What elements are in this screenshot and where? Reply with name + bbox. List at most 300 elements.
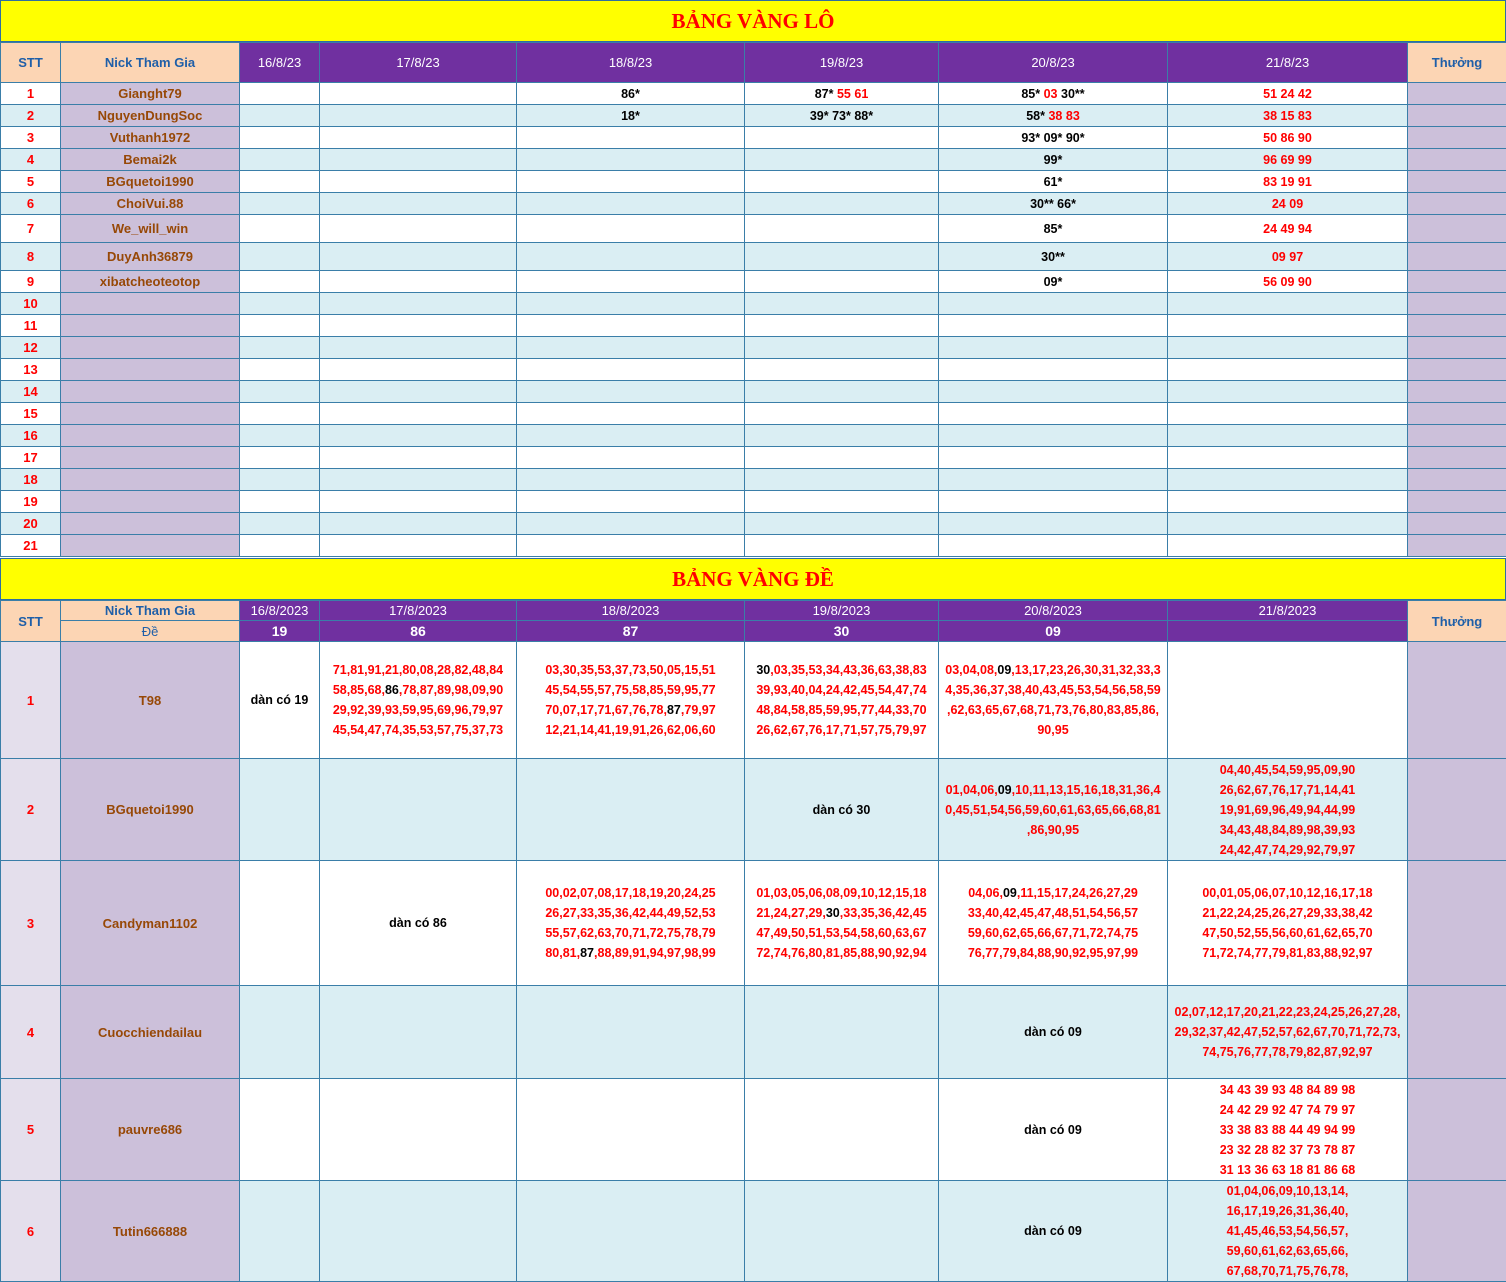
lo-pick-cell[interactable] <box>517 447 745 469</box>
de-pick-cell[interactable] <box>1168 861 1408 986</box>
lo-stt-cell[interactable]: 1 <box>1 83 61 105</box>
lo-nick-cell[interactable] <box>61 381 240 403</box>
lo-thuong-cell[interactable] <box>1408 149 1506 171</box>
lo-stt-cell[interactable]: 8 <box>1 243 61 271</box>
lo-pick-cell[interactable] <box>745 447 939 469</box>
de-thuong-cell[interactable] <box>1408 986 1506 1079</box>
lo-nick-cell[interactable] <box>61 293 240 315</box>
lo-stt-cell[interactable]: 7 <box>1 215 61 243</box>
de-pick-cell[interactable] <box>240 861 320 986</box>
lo-pick-cell[interactable] <box>320 469 517 491</box>
lo-pick-cell[interactable] <box>517 425 745 447</box>
de-nick-cell[interactable]: BGquetoi1990 <box>61 759 240 861</box>
de-stt-cell[interactable]: 4 <box>1 986 61 1079</box>
de-stt-cell[interactable]: 5 <box>1 1079 61 1181</box>
de-nick-cell[interactable]: Cuocchiendailau <box>61 986 240 1079</box>
lo-pick-cell[interactable] <box>320 83 517 105</box>
lo-pick-cell[interactable] <box>1168 381 1408 403</box>
lo-stt-cell[interactable]: 21 <box>1 535 61 557</box>
de-pick-cell[interactable] <box>517 986 745 1079</box>
lo-pick-cell[interactable] <box>517 271 745 293</box>
lo-pick-cell[interactable] <box>240 381 320 403</box>
lo-pick-cell[interactable] <box>1168 359 1408 381</box>
lo-stt-cell[interactable]: 4 <box>1 149 61 171</box>
lo-pick-cell[interactable] <box>745 403 939 425</box>
de-row <box>1 1079 1506 1181</box>
lo-stt-cell[interactable]: 18 <box>1 469 61 491</box>
lo-row <box>1 149 1506 171</box>
lo-thuong-cell[interactable] <box>1408 105 1506 127</box>
lo-nick-cell[interactable] <box>61 359 240 381</box>
lo-pick-cell[interactable] <box>517 243 745 271</box>
lo-pick-cell[interactable] <box>1168 149 1408 171</box>
lo-thuong-cell[interactable] <box>1408 271 1506 293</box>
lo-pick-cell[interactable] <box>1168 447 1408 469</box>
de-pick-line <box>745 943 938 963</box>
lo-pick-cell[interactable] <box>745 243 939 271</box>
lo-pick-text: 87* <box>815 87 837 101</box>
lo-pick-cell[interactable] <box>1168 271 1408 293</box>
lo-pick-cell[interactable] <box>745 513 939 535</box>
de-pick-text: ,78,87,89,98,09,90 <box>399 683 503 697</box>
lo-pick-cell[interactable] <box>517 315 745 337</box>
de-pick-line <box>1168 1140 1407 1160</box>
lo-pick-cell[interactable] <box>320 215 517 243</box>
de-pick-line <box>1168 840 1407 860</box>
lo-pick-cell[interactable] <box>320 193 517 215</box>
de-pick-line <box>320 913 516 933</box>
lo-pick-cell[interactable] <box>1168 215 1408 243</box>
lo-pick-cell[interactable] <box>1168 293 1408 315</box>
de-header-date: 21/8/2023 <box>1168 601 1408 621</box>
lo-pick-cell[interactable] <box>939 105 1168 127</box>
lo-pick-cell[interactable] <box>1168 243 1408 271</box>
de-pick-cell[interactable] <box>745 1181 939 1282</box>
lo-pick-cell[interactable] <box>240 271 320 293</box>
lo-thuong-cell[interactable] <box>1408 315 1506 337</box>
lo-nick-cell[interactable] <box>61 535 240 557</box>
de-pick-cell[interactable] <box>1168 642 1408 759</box>
lo-pick-cell[interactable] <box>320 271 517 293</box>
lo-pick-cell[interactable] <box>1168 535 1408 557</box>
lo-pick-cell[interactable] <box>320 491 517 513</box>
lo-stt-cell[interactable]: 5 <box>1 171 61 193</box>
de-pick-cell[interactable] <box>517 861 745 986</box>
lo-pick-cell[interactable] <box>320 513 517 535</box>
lo-pick-cell[interactable] <box>1168 315 1408 337</box>
de-pick-line <box>517 883 744 903</box>
lo-thuong-cell[interactable] <box>1408 513 1506 535</box>
lo-pick-cell[interactable] <box>517 359 745 381</box>
lo-pick-cell[interactable] <box>745 469 939 491</box>
lo-pick-cell[interactable] <box>939 243 1168 271</box>
lo-nick-cell[interactable]: Vuthanh1972 <box>61 127 240 149</box>
de-pick-cell[interactable] <box>320 642 517 759</box>
lo-pick-cell[interactable] <box>939 83 1168 105</box>
lo-nick-cell[interactable]: xibatcheoteotop <box>61 271 240 293</box>
de-pick-line <box>745 903 938 923</box>
lo-pick-cell[interactable] <box>745 271 939 293</box>
lo-pick-cell[interactable] <box>240 215 320 243</box>
lo-pick-cell[interactable] <box>939 271 1168 293</box>
de-thuong-cell[interactable] <box>1408 1079 1506 1181</box>
lo-header-date: 21/8/23 <box>1168 43 1408 83</box>
lo-pick-cell[interactable] <box>939 127 1168 149</box>
lo-pick-cell[interactable] <box>745 83 939 105</box>
lo-pick-cell[interactable] <box>240 469 320 491</box>
lo-pick-cell[interactable] <box>745 193 939 215</box>
lo-pick-cell[interactable] <box>320 447 517 469</box>
lo-pick-cell[interactable] <box>320 149 517 171</box>
de-pick-text: ,03,35,53,34,43,36,63,38,83 <box>770 663 926 677</box>
de-pick-text: ,88,89,91,94,97,98,99 <box>594 946 716 960</box>
de-pick-cell[interactable] <box>939 1181 1168 1282</box>
de-pick-text: 21,22,24,25,26,27,29,33,38,42 <box>1202 906 1372 920</box>
lo-pick-cell[interactable] <box>939 469 1168 491</box>
lo-pick-cell[interactable] <box>517 215 745 243</box>
de-pick-cell[interactable] <box>240 1079 320 1181</box>
lo-pick-cell[interactable] <box>240 83 320 105</box>
lo-row <box>1 215 1506 243</box>
lo-row <box>1 243 1506 271</box>
lo-thuong-cell[interactable] <box>1408 359 1506 381</box>
de-stt-cell[interactable]: 6 <box>1 1181 61 1282</box>
lo-pick-cell[interactable] <box>745 381 939 403</box>
lo-pick-cell[interactable] <box>939 171 1168 193</box>
lo-stt-cell[interactable]: 2 <box>1 105 61 127</box>
lo-stt-cell[interactable]: 20 <box>1 513 61 535</box>
lo-pick-cell[interactable] <box>240 315 320 337</box>
de-pick-line <box>745 800 938 820</box>
lo-pick-cell[interactable] <box>939 403 1168 425</box>
lo-pick-cell[interactable] <box>745 293 939 315</box>
lo-pick-cell[interactable] <box>240 513 320 535</box>
de-pick-cell[interactable] <box>1168 1079 1408 1181</box>
lo-nick-cell[interactable] <box>61 315 240 337</box>
lo-pick-cell[interactable] <box>320 315 517 337</box>
de-pick-cell[interactable] <box>240 1181 320 1282</box>
de-nick-cell[interactable]: T98 <box>61 642 240 759</box>
lo-pick-cell[interactable] <box>745 359 939 381</box>
lo-pick-cell[interactable] <box>1168 513 1408 535</box>
lo-pick-cell[interactable] <box>240 105 320 127</box>
de-pick-cell[interactable] <box>1168 986 1408 1079</box>
lo-pick-cell[interactable] <box>240 149 320 171</box>
de-pick-cell[interactable] <box>320 759 517 861</box>
lo-stt-cell[interactable]: 19 <box>1 491 61 513</box>
lo-pick-cell[interactable] <box>1168 105 1408 127</box>
de-pick-text: 26,27,33,35,36,42,44,49,52,53 <box>545 906 715 920</box>
lo-pick-cell[interactable] <box>745 215 939 243</box>
de-header-de-label: Đề <box>61 621 240 642</box>
lo-nick-cell[interactable]: BGquetoi1990 <box>61 171 240 193</box>
lo-pick-cell[interactable] <box>240 243 320 271</box>
lo-pick-cell[interactable] <box>517 403 745 425</box>
lo-pick-cell[interactable] <box>320 403 517 425</box>
lo-pick-cell[interactable] <box>939 425 1168 447</box>
de-pick-cell[interactable] <box>320 1079 517 1181</box>
de-pick-text: 03,30,35,53,37,73,50,05,15,51 <box>545 663 715 677</box>
lo-stt-cell[interactable]: 16 <box>1 425 61 447</box>
de-pick-line <box>1168 820 1407 840</box>
lo-thuong-cell[interactable] <box>1408 381 1506 403</box>
lo-thuong-cell[interactable] <box>1408 337 1506 359</box>
lo-row <box>1 83 1506 105</box>
lo-pick-text: 58* <box>1026 109 1048 123</box>
de-thuong-cell[interactable] <box>1408 1181 1506 1282</box>
lo-pick-cell[interactable] <box>1168 425 1408 447</box>
de-pick-line <box>1168 1002 1407 1022</box>
de-pick-cell[interactable] <box>320 861 517 986</box>
lo-pick-cell[interactable] <box>745 171 939 193</box>
lo-thuong-cell[interactable] <box>1408 491 1506 513</box>
lo-thuong-cell[interactable] <box>1408 425 1506 447</box>
lo-pick-cell[interactable] <box>240 293 320 315</box>
de-pick-cell[interactable] <box>517 642 745 759</box>
lo-stt-cell[interactable]: 3 <box>1 127 61 149</box>
lo-pick-cell[interactable] <box>240 535 320 557</box>
de-pick-cell[interactable] <box>745 861 939 986</box>
lo-thuong-cell[interactable] <box>1408 535 1506 557</box>
lo-pick-cell[interactable] <box>939 315 1168 337</box>
de-pick-cell[interactable] <box>320 986 517 1079</box>
de-pick-cell[interactable] <box>240 642 320 759</box>
de-pick-line <box>1168 1160 1407 1180</box>
lo-pick-cell[interactable] <box>1168 83 1408 105</box>
lo-nick-cell[interactable]: NguyenDungSoc <box>61 105 240 127</box>
lo-thuong-cell[interactable] <box>1408 127 1506 149</box>
lo-title-banner <box>0 0 1506 42</box>
de-pick-cell[interactable] <box>745 1079 939 1181</box>
lo-pick-cell[interactable] <box>517 149 745 171</box>
lo-thuong-cell[interactable] <box>1408 215 1506 243</box>
lo-pick-cell[interactable] <box>320 105 517 127</box>
lo-nick-cell[interactable]: ChoiVui.88 <box>61 193 240 215</box>
de-pick-cell[interactable] <box>517 1181 745 1282</box>
de-pick-text: 09 <box>998 783 1012 797</box>
lo-nick-cell[interactable] <box>61 513 240 535</box>
lo-nick-cell[interactable] <box>61 403 240 425</box>
lo-thuong-cell[interactable] <box>1408 171 1506 193</box>
lo-nick-cell[interactable] <box>61 337 240 359</box>
de-nick-cell[interactable]: Tutin666888 <box>61 1181 240 1282</box>
lo-thuong-cell[interactable] <box>1408 447 1506 469</box>
lo-pick-cell[interactable] <box>517 193 745 215</box>
lo-stt-cell[interactable]: 11 <box>1 315 61 337</box>
lo-pick-cell[interactable] <box>240 337 320 359</box>
de-pick-cell[interactable] <box>1168 759 1408 861</box>
lo-thuong-cell[interactable] <box>1408 193 1506 215</box>
lo-nick-cell[interactable] <box>61 469 240 491</box>
de-pick-cell[interactable] <box>517 1079 745 1181</box>
lo-pick-cell[interactable] <box>745 491 939 513</box>
lo-pick-text: 09 97 <box>1272 250 1303 264</box>
lo-pick-cell[interactable] <box>240 171 320 193</box>
de-header-date: 18/8/2023 <box>517 601 745 621</box>
lo-pick-cell[interactable] <box>517 127 745 149</box>
de-pick-text: dàn có 09 <box>1024 1025 1082 1039</box>
de-pick-text: 01,03,05,06,08,09,10,12,15,18 <box>756 886 926 900</box>
de-pick-line <box>745 923 938 943</box>
de-pick-cell[interactable] <box>240 986 320 1079</box>
lo-pick-cell[interactable] <box>240 447 320 469</box>
lo-pick-cell[interactable] <box>320 359 517 381</box>
lo-thuong-cell[interactable] <box>1408 243 1506 271</box>
de-thuong-cell[interactable] <box>1408 759 1506 861</box>
lo-pick-cell[interactable] <box>1168 337 1408 359</box>
de-pick-line <box>745 700 938 720</box>
de-pick-line <box>1168 1261 1407 1281</box>
lo-pick-cell[interactable] <box>320 381 517 403</box>
lo-pick-cell[interactable] <box>320 425 517 447</box>
de-pick-line <box>1168 760 1407 780</box>
de-pick-text: ,33,35,36,42,45 <box>840 906 927 920</box>
lo-pick-cell[interactable] <box>939 193 1168 215</box>
lo-pick-text: 56 09 90 <box>1263 275 1312 289</box>
lo-pick-cell[interactable] <box>517 337 745 359</box>
lo-pick-cell[interactable] <box>320 535 517 557</box>
de-thuong-cell[interactable] <box>1408 861 1506 986</box>
lo-pick-cell[interactable] <box>1168 403 1408 425</box>
de-pick-text: 24,42,47,74,29,92,79,97 <box>1220 843 1356 857</box>
lo-pick-cell[interactable] <box>1168 491 1408 513</box>
lo-pick-cell[interactable] <box>517 491 745 513</box>
lo-pick-cell[interactable] <box>320 127 517 149</box>
lo-pick-cell[interactable] <box>240 425 320 447</box>
de-pick-line <box>1168 1080 1407 1100</box>
de-pick-line <box>1168 1022 1407 1042</box>
lo-pick-cell[interactable] <box>939 491 1168 513</box>
de-pick-cell[interactable] <box>320 1181 517 1282</box>
lo-pick-cell[interactable] <box>745 127 939 149</box>
lo-row <box>1 193 1506 215</box>
lo-pick-cell[interactable] <box>517 469 745 491</box>
lo-stt-cell[interactable]: 15 <box>1 403 61 425</box>
de-pick-cell[interactable] <box>939 861 1168 986</box>
de-pick-text: 09 <box>1003 886 1017 900</box>
de-pick-line <box>517 903 744 923</box>
de-stt-cell[interactable]: 2 <box>1 759 61 861</box>
lo-nick-cell[interactable] <box>61 425 240 447</box>
lo-pick-cell[interactable] <box>320 337 517 359</box>
lo-stt-cell[interactable]: 12 <box>1 337 61 359</box>
lo-pick-cell[interactable] <box>517 83 745 105</box>
de-pick-text: 0,45,51,54,56,59,60,61,63,65,66,68,81 <box>945 803 1160 817</box>
de-stt-cell[interactable]: 1 <box>1 642 61 759</box>
lo-nick-cell[interactable]: Gianght79 <box>61 83 240 105</box>
lo-pick-text: 38 15 83 <box>1263 109 1312 123</box>
de-stt-cell[interactable]: 3 <box>1 861 61 986</box>
lo-stt-cell[interactable]: 13 <box>1 359 61 381</box>
de-pick-cell[interactable] <box>240 759 320 861</box>
lo-pick-cell[interactable] <box>1168 127 1408 149</box>
lo-stt-cell[interactable]: 17 <box>1 447 61 469</box>
lo-nick-cell[interactable] <box>61 447 240 469</box>
lo-pick-cell[interactable] <box>745 425 939 447</box>
lo-pick-cell[interactable] <box>240 403 320 425</box>
lo-pick-text: 39* 73* 88* <box>810 109 873 123</box>
de-thuong-cell[interactable] <box>1408 642 1506 759</box>
lo-pick-cell[interactable] <box>939 293 1168 315</box>
lo-pick-cell[interactable] <box>517 171 745 193</box>
de-pick-cell[interactable] <box>745 759 939 861</box>
lo-row <box>1 381 1506 403</box>
lo-nick-cell[interactable]: We_will_win <box>61 215 240 243</box>
lo-row <box>1 491 1506 513</box>
lo-pick-cell[interactable] <box>1168 193 1408 215</box>
lo-pick-cell[interactable] <box>240 127 320 149</box>
lo-row <box>1 127 1506 149</box>
lo-thuong-cell[interactable] <box>1408 83 1506 105</box>
lo-pick-cell[interactable] <box>939 513 1168 535</box>
lo-thuong-cell[interactable] <box>1408 469 1506 491</box>
lo-pick-cell[interactable] <box>939 447 1168 469</box>
lo-pick-cell[interactable] <box>517 513 745 535</box>
de-pick-line <box>745 660 938 680</box>
lo-pick-cell[interactable] <box>939 381 1168 403</box>
lo-pick-cell[interactable] <box>240 193 320 215</box>
lo-nick-cell[interactable]: DuyAnh36879 <box>61 243 240 271</box>
lo-pick-cell[interactable] <box>745 535 939 557</box>
lo-pick-cell[interactable] <box>939 337 1168 359</box>
lo-pick-cell[interactable] <box>1168 171 1408 193</box>
lo-pick-cell[interactable] <box>240 359 320 381</box>
lo-nick-cell[interactable]: Bemai2k <box>61 149 240 171</box>
lo-pick-cell[interactable] <box>745 149 939 171</box>
de-pick-text: 4,35,36,37,38,40,43,45,53,54,56,58,59 <box>945 683 1160 697</box>
de-nick-cell[interactable]: Candyman1102 <box>61 861 240 986</box>
de-pick-cell[interactable] <box>939 1079 1168 1181</box>
de-pick-cell[interactable] <box>939 759 1168 861</box>
lo-pick-cell[interactable] <box>1168 469 1408 491</box>
lo-stt-cell[interactable]: 14 <box>1 381 61 403</box>
lo-stt-cell[interactable]: 10 <box>1 293 61 315</box>
lo-pick-cell[interactable] <box>939 215 1168 243</box>
de-pick-cell[interactable] <box>939 642 1168 759</box>
lo-pick-cell[interactable] <box>517 535 745 557</box>
lo-pick-cell[interactable] <box>517 381 745 403</box>
lo-pick-cell[interactable] <box>745 315 939 337</box>
lo-pick-cell[interactable] <box>240 491 320 513</box>
de-nick-cell[interactable]: pauvre686 <box>61 1079 240 1181</box>
lo-pick-cell[interactable] <box>939 535 1168 557</box>
lo-thuong-cell[interactable] <box>1408 293 1506 315</box>
lo-pick-cell[interactable] <box>320 171 517 193</box>
de-pick-text: 19,91,69,96,49,94,44,99 <box>1220 803 1356 817</box>
lo-pick-cell[interactable] <box>939 149 1168 171</box>
lo-pick-text: 50 86 90 <box>1263 131 1312 145</box>
de-pick-cell[interactable] <box>1168 1181 1408 1282</box>
lo-stt-cell[interactable]: 6 <box>1 193 61 215</box>
de-pick-cell[interactable] <box>939 986 1168 1079</box>
lo-pick-cell[interactable] <box>939 359 1168 381</box>
lo-nick-cell[interactable] <box>61 491 240 513</box>
lo-pick-cell[interactable] <box>745 337 939 359</box>
de-pick-cell[interactable] <box>745 986 939 1079</box>
de-pick-line <box>939 780 1167 800</box>
lo-pick-cell[interactable] <box>517 105 745 127</box>
lo-stt-cell[interactable]: 9 <box>1 271 61 293</box>
de-pick-cell[interactable] <box>517 759 745 861</box>
lo-thuong-cell[interactable] <box>1408 403 1506 425</box>
lo-pick-cell[interactable] <box>745 105 939 127</box>
de-pick-text: 72,74,76,80,81,85,88,90,92,94 <box>756 946 926 960</box>
de-pick-cell[interactable] <box>745 642 939 759</box>
de-pick-line <box>939 660 1167 680</box>
lo-pick-cell[interactable] <box>517 293 745 315</box>
lo-pick-cell[interactable] <box>320 293 517 315</box>
lo-pick-cell[interactable] <box>320 243 517 271</box>
